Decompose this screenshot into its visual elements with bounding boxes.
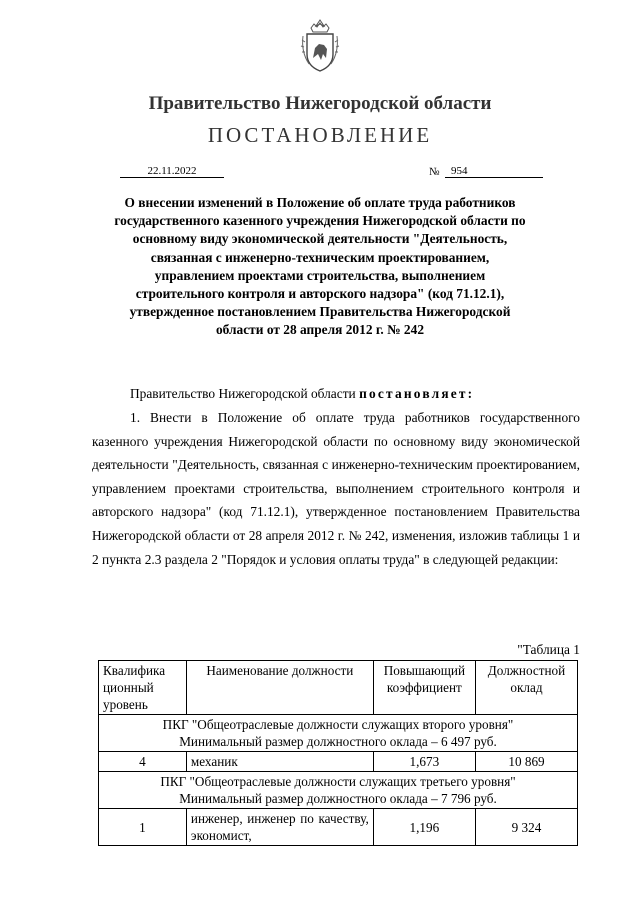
government-title: Правительство Нижегородской области [148, 93, 492, 114]
row-2-salary: 9 324 [475, 809, 577, 846]
table-row [99, 752, 578, 772]
row-1-position: механик [186, 752, 373, 772]
document-heading: О внесении изменений в Положение об оплате труда работников государственного казенного учреждения Нижегородской области по основному виду экономической деятельности "Деятельность, связанная с инженерно-техническим проектированием, управлением проектами строительства, выполнением строительного контроля и авторского надзора" (код 71.12.1), утвержденное постановлением Правительства Нижегородской области от 28 апреля 2012 г. № 242 [114, 195, 526, 338]
row-2-coefficient: 1,196 [373, 809, 475, 846]
group-row [99, 715, 578, 752]
intro-resolves: постановляет: [359, 386, 475, 401]
coat-of-arms-icon [299, 18, 341, 74]
table-row [99, 809, 578, 846]
header-salary: Должностной оклад [475, 661, 577, 715]
row-1-salary: 10 869 [475, 752, 577, 772]
group-1-min-salary: Минимальный размер должностного оклада – 6 497 руб. [179, 734, 497, 749]
intro-prefix: Правительство Нижегородской области [130, 386, 360, 401]
group-1-title: ПКГ "Общеотраслевые должности служащих второго уровня" [162, 717, 514, 732]
group-2-min-salary: Минимальный размер должностного оклада – 7 796 руб. [179, 791, 497, 806]
salary-table [98, 660, 578, 846]
row-1-level: 4 [99, 752, 187, 772]
table-header-row [99, 661, 578, 715]
row-2-level: 1 [99, 809, 187, 846]
item-1-paragraph: 1. Внести в Положение об оплате труда работников государственного казенного учреждения Нижегородской области по основному виду экономической деятельности "Деятельность, связанная с инженерно-техническим проектированием, управлением проектами строительства, выполнением строительного контроля и авторского надзора" (код 71.12.1), утвержденное постановлением Правительства Нижегородской области от 28 апреля 2012 г. № 242, изменения, изложив таблицы 1 и 2 пункта 2.3 раздела 2 "Порядок и условия оплаты труда" в следующей редакции: [92, 410, 580, 567]
row-1-coefficient: 1,673 [373, 752, 475, 772]
document-type: ПОСТАНОВЛЕНИЕ [207, 123, 433, 147]
group-1-cell [99, 715, 578, 752]
group-row [99, 772, 578, 809]
row-2-position: инженер, инженер по качеству, экономист, [186, 809, 373, 846]
header-coefficient: Повышающий коэффициент [373, 661, 475, 715]
header-position: Наименование должности [186, 661, 373, 715]
table-label: "Таблица 1 [517, 642, 580, 657]
intro-paragraph [92, 382, 580, 406]
header-level: Квалифика ционный уровень [99, 661, 187, 715]
document-number: 954 [445, 165, 543, 178]
document-date: 22.11.2022 [120, 165, 224, 178]
group-2-cell [99, 772, 578, 809]
group-2-title: ПКГ "Общеотраслевые должности служащих третьего уровня" [160, 774, 516, 789]
number-label: № [429, 166, 440, 178]
